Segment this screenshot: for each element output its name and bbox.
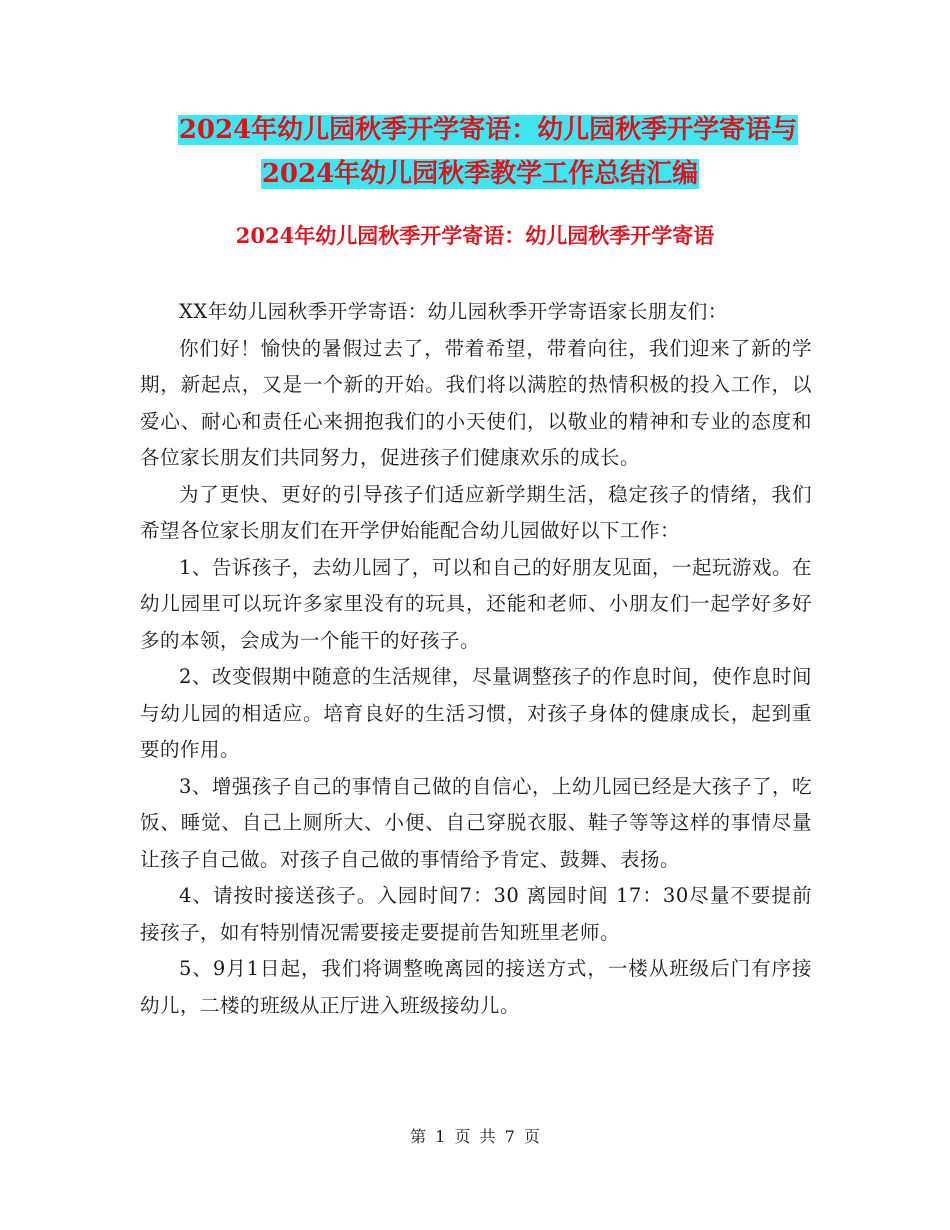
paragraph-item-5: 5、9月1日起，我们将调整晚离园的接送方式，一楼从班级后门有序接幼儿，二楼的班级从正厅进入班级接幼儿。 xyxy=(140,957,812,1017)
section-title: 2024年幼儿园秋季开学寄语：幼儿园秋季开学寄语 xyxy=(235,223,715,248)
paragraph-request: 为了更快、更好的引导孩子们适应新学期生活，稳定孩子的情绪，我们希望各位家长朋友们在开学伊始能配合幼儿园做好以下工作： xyxy=(140,482,812,542)
paragraph-intro: 你们好！愉快的暑假过去了，带着希望，带着向往，我们迎来了新的学期，新起点，又是一个新的开始。我们将以满腔的热情积极的投入工作，以爱心、耐心和责任心来拥抱我们的小天使们，以敬业的精神和专业的态度和各位家长朋友们共同努力，促进孩子们健康欢乐的成长。 xyxy=(140,336,812,469)
document-title-line-2: 2024年幼儿园秋季教学工作总结汇编 xyxy=(261,159,699,189)
document-title-line-1: 2024年幼儿园秋季开学寄语：幼儿园秋季开学寄语与 xyxy=(178,115,798,145)
page-footer: 第 1 页 共 7 页 xyxy=(410,1127,540,1146)
paragraph-item-1: 1、告诉孩子，去幼儿园了，可以和自己的好朋友见面，一起玩游戏。在幼儿园里可以玩许多家里没有的玩具，还能和老师、小朋友们一起学好多好多的本领，会成为一个能干的好孩子。 xyxy=(140,555,812,652)
paragraph-greeting: XX年幼儿园秋季开学寄语：幼儿园秋季开学寄语家长朋友们： xyxy=(179,300,728,323)
paragraph-item-3: 3、增强孩子自己的事情自己做的自信心，上幼儿园已经是大孩子了，吃饭、睡觉、自己上厕所大、小便、自己穿脱衣服、鞋子等等这样的事情尽量让孩子自己做。对孩子自己做的事情给予肯定、鼓舞、表扬。 xyxy=(140,774,812,871)
body-text xyxy=(140,294,812,1024)
paragraph-item-4: 4、请按时接送孩子。入园时间7：30 离园时间 17：30尽量不要提前接孩子，如有特别情况需要接走要提前告知班里老师。 xyxy=(140,884,812,944)
paragraph-item-2: 2、改变假期中随意的生活规律，尽量调整孩子的作息时间，使作息时间与幼儿园的相适应。培育良好的生活习惯，对孩子身体的健康成长，起到重要的作用。 xyxy=(140,665,812,761)
